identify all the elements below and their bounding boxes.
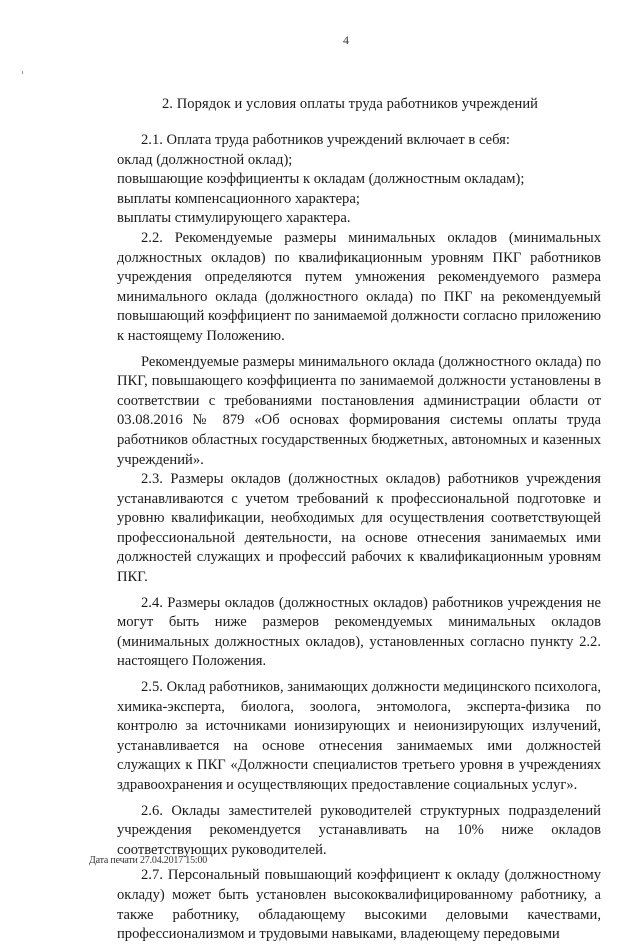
print-date: Дата печати 27.04.2017 15:00 bbox=[89, 855, 208, 866]
paragraph: Рекомендуемые размеры минимального оклада (должностного оклада) по ПКГ, повышающего коэффициента по занимаемой должности установлены в соответствии с требованиями постановления администрации области от 03.08.2016 № 879 «Об основах формирования системы оплаты труда работников областных государственных бюджетных, автономных и казенных учреждений». bbox=[117, 353, 601, 468]
paragraph: выплаты стимулирующего характера. bbox=[117, 210, 351, 227]
paragraph: 2.7. Персональный повышающий коэффициент к окладу (должностному окладу) может быть установлен высококвалифицированному работнику, а также работнику, обладающему высокими деловыми качествами, профессионализмом и трудовыми навыками, владеющему передовыми bbox=[117, 867, 601, 943]
paragraph: 2.2. Рекомендуемые размеры минимальных окладов (минимальных должностных окладов) по квалификационным уровням ПКГ работников учреждения определяются путем умножения рекомендуемого размера минимального оклада (должностного оклада) по ПКГ на рекомендуемый повышающий коэффициент по занимаемой должности согласно приложению к настоящему Положению. bbox=[117, 229, 601, 344]
paragraph: выплаты компенсационного характера; bbox=[117, 190, 360, 207]
scan-mark bbox=[22, 71, 23, 74]
paragraph: повышающие коэффициенты к окладам (должностным окладам); bbox=[117, 171, 525, 188]
paragraph: 2.4. Размеры окладов (должностных окладов) работников учреждения не могут быть ниже размеров рекомендуемых минимальных окладов (минимальных должностных окладов), установленных согласно пункту 2.2. настоящего Положения. bbox=[117, 594, 601, 670]
document-body bbox=[117, 131, 601, 945]
page-number: 4 bbox=[343, 33, 349, 47]
paragraph: оклад (должностной оклад); bbox=[117, 151, 293, 168]
section-heading: 2. Порядок и условия оплаты труда работников учреждений bbox=[161, 96, 539, 112]
paragraph: 2.5. Оклад работников, занимающих должности медицинского психолога, химика-эксперта, биолога, зоолога, энтомолога, эксперта-физика по контролю за источниками ионизирующих и неионизирующих излучений, устанавливается на основе отнесения занимаемых ими должностей служащих к ПКГ «Должности специалистов третьего уровня в учреждениях здравоохранения и осуществляющих предоставление социальных услуг». bbox=[117, 679, 601, 793]
paragraph: 2.3. Размеры окладов (должностных окладов) работников учреждения устанавливаются с учетом требований к профессиональной подготовке и уровню квалификации, необходимых для осуществления соответствующей профессиональной деятельности, на основе отнесения занимаемых ими должностей служащих и профессий рабочих к квалификационным уровням ПКГ. bbox=[117, 471, 601, 586]
paragraph: 2.1. Оплата труда работников учреждений включает в себя: bbox=[141, 132, 510, 148]
paragraph: 2.6. Оклады заместителей руководителей структурных подразделений учреждения рекомендуется устанавливать на 10% ниже окладов соответствующих руководителей. bbox=[117, 802, 601, 858]
